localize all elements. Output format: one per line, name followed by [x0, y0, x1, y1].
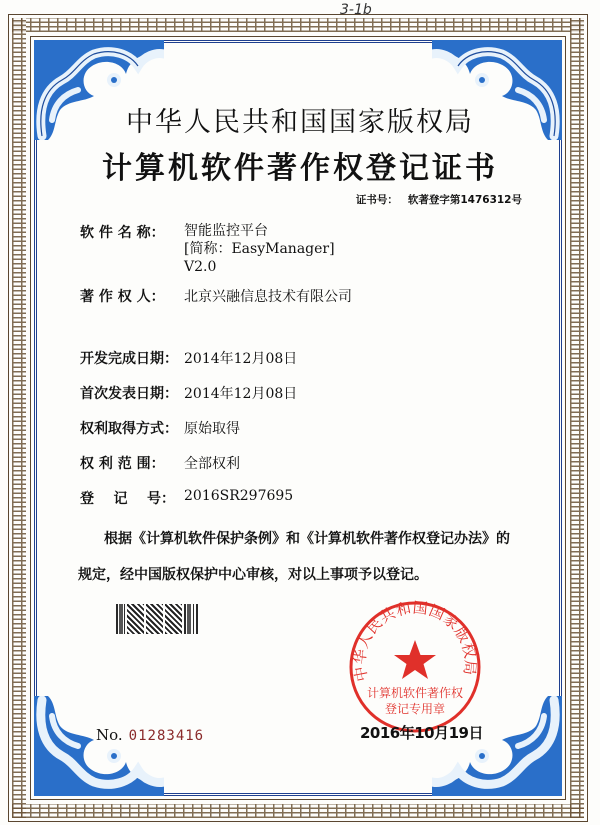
field-label: 首次发表日期：: [80, 386, 178, 402]
field-acquisition-method: [80, 418, 240, 438]
certificate-number-label: 证书号：: [355, 194, 398, 206]
greek-key-border-top: [12, 18, 584, 32]
field-label: 权利取得方式：: [80, 421, 178, 437]
field-label: 著 作 权 人：: [80, 289, 165, 305]
field-registration-number: [80, 488, 293, 508]
field-value: 北京兴融信息技术有限公司: [184, 289, 352, 305]
field-label: 开发完成日期：: [80, 351, 178, 367]
official-seal: [346, 598, 484, 736]
serial-number: [96, 726, 204, 744]
star-icon: [394, 640, 436, 679]
field-value: 2016SR297695: [184, 488, 294, 504]
field-publication-date: [80, 383, 297, 403]
seal-ring-text: 中华人民共和国国家版权局: [350, 598, 480, 683]
serial-value: 01283416: [128, 728, 205, 744]
body-text-line-1: 根据《计算机软件保护条例》和《计算机软件著作权登记办法》的: [104, 531, 510, 547]
field-value: 2014年12月08日: [184, 351, 298, 367]
certificate-number: [356, 192, 522, 207]
software-name-line: 智能监控平台: [184, 223, 268, 239]
field-value: 原始取得: [184, 421, 240, 437]
corner-ornament-bottom-left-icon: [34, 696, 164, 796]
issue-date: 2016年10月19日: [360, 724, 483, 742]
field-label: 软 件 名 称：: [80, 225, 165, 241]
field-label: 登 记 号：: [80, 491, 175, 507]
handwritten-note: 3-1b: [340, 2, 372, 18]
body-text-line-2: 规定，经中国版权保护中心审核，对以上事项予以登记。: [78, 567, 428, 583]
field-value: 2014年12月08日: [184, 386, 298, 402]
software-version-line: V2.0: [184, 259, 217, 275]
serial-label: No.: [96, 726, 123, 744]
barcode-icon: [116, 604, 200, 634]
certificate-title: 计算机软件著作权登记证书: [102, 151, 498, 186]
field-value: [184, 222, 335, 276]
field-value: 全部权利: [184, 456, 240, 472]
field-software-name: [80, 222, 335, 276]
issuer-title: 中华人民共和国国家版权局: [126, 107, 474, 138]
seal-inner-line-2: 登记专用章: [384, 702, 446, 716]
field-label: 权 利 范 围：: [80, 456, 165, 472]
seal-inner-line-1: 计算机软件著作权: [366, 686, 464, 700]
field-rights-scope: [80, 453, 240, 473]
field-copyright-owner: [80, 286, 352, 306]
field-development-date: [80, 348, 297, 368]
software-short-name-line: [简称：EasyManager]: [184, 241, 335, 257]
certificate-number-value: 软著登字第1476312号: [407, 194, 522, 206]
greek-key-border-bottom: [12, 804, 584, 818]
